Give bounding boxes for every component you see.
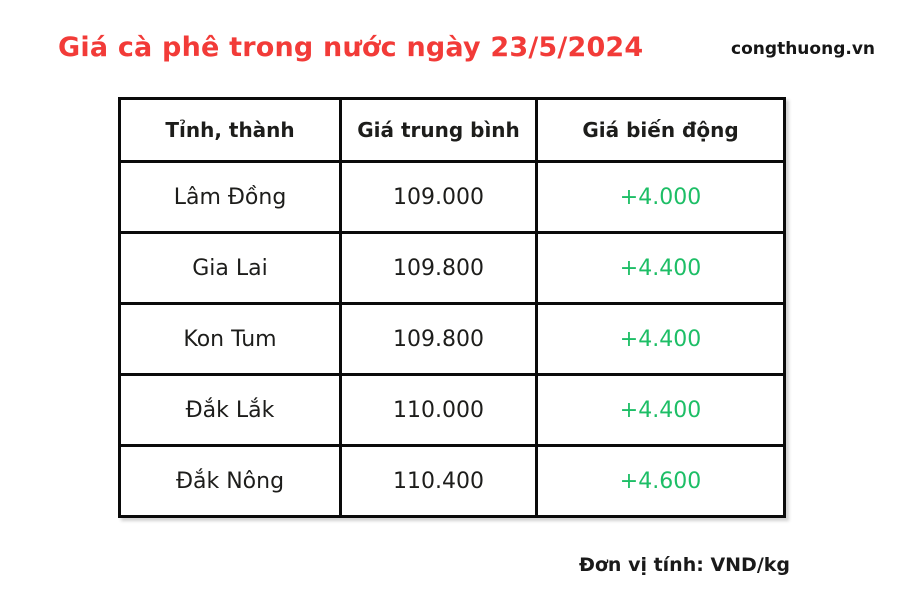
province-cell: Đắk Lắk	[120, 375, 341, 446]
avg-price-cell: 109.000	[341, 162, 537, 233]
avg-price-cell: 110.400	[341, 446, 537, 517]
col-header-price-change: Giá biến động	[537, 99, 785, 162]
price-change-cell: +4.400	[537, 375, 785, 446]
table-row	[120, 375, 785, 446]
table-row	[120, 233, 785, 304]
province-cell: Kon Tum	[120, 304, 341, 375]
table-row	[120, 446, 785, 517]
coffee-price-table	[118, 97, 786, 518]
price-change-cell: +4.400	[537, 304, 785, 375]
brand-logo: congthuong.vn	[731, 39, 875, 59]
col-header-province: Tỉnh, thành	[120, 99, 341, 162]
province-cell: Đắk Nông	[120, 446, 341, 517]
price-change-cell: +4.600	[537, 446, 785, 517]
table-header-row	[120, 99, 785, 162]
table-row	[120, 162, 785, 233]
table-row	[120, 304, 785, 375]
price-change-cell: +4.000	[537, 162, 785, 233]
page-title: Giá cà phê trong nước ngày 23/5/2024	[58, 32, 644, 63]
unit-note: Đơn vị tính: VND/kg	[578, 554, 790, 576]
avg-price-cell: 109.800	[341, 304, 537, 375]
col-header-avg-price: Giá trung bình	[341, 99, 537, 162]
avg-price-cell: 110.000	[341, 375, 537, 446]
price-change-cell: +4.400	[537, 233, 785, 304]
province-cell: Gia Lai	[120, 233, 341, 304]
avg-price-cell: 109.800	[341, 233, 537, 304]
province-cell: Lâm Đồng	[120, 162, 341, 233]
price-table-body	[120, 162, 785, 517]
